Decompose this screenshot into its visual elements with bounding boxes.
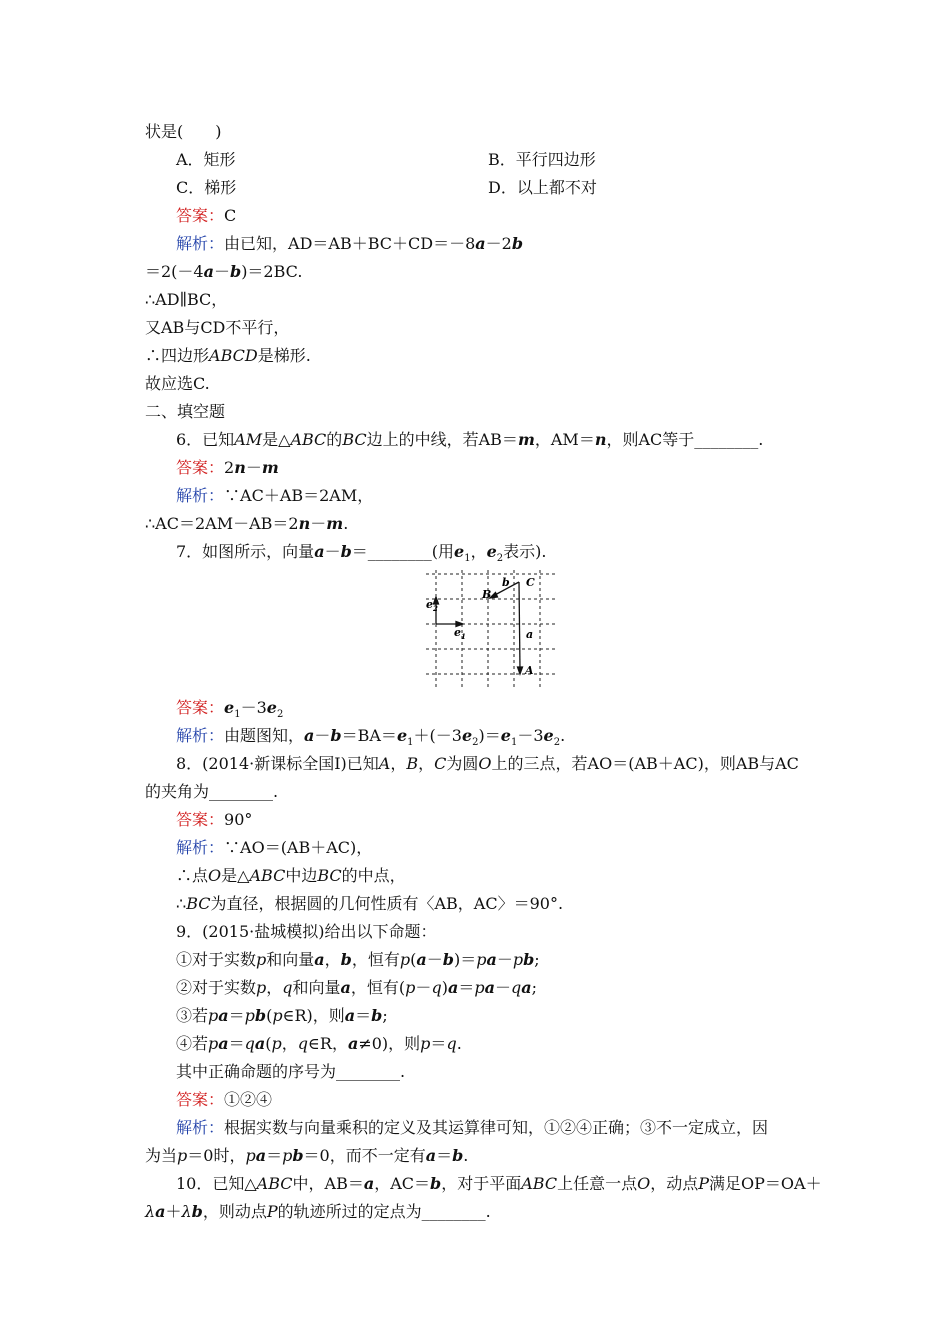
text-run: p (476, 950, 487, 969)
text-run: b (442, 950, 454, 969)
text-run: ③若 (176, 1006, 209, 1025)
text-run: ， (470, 542, 487, 561)
text-run: － (245, 458, 262, 477)
text-run: 2 (472, 737, 479, 749)
text-run: b (452, 1146, 464, 1165)
text-run: b (191, 1202, 203, 1221)
label-vector-e2: $e_2$ (426, 598, 438, 613)
analysis-label: 解析： (176, 838, 225, 857)
text-run: ; (531, 978, 537, 997)
text-run: － (426, 950, 443, 969)
vector-a (519, 582, 520, 670)
vector-grid-figure (424, 566, 560, 692)
text-run: a (218, 1034, 229, 1053)
text-run: a (447, 978, 459, 997)
text-run: ，AM＝ (534, 430, 595, 449)
text-run: － (324, 542, 341, 561)
text-run: 2 (553, 737, 561, 749)
vector-e2-arrowhead (434, 597, 439, 604)
text-run: a (218, 1006, 229, 1025)
text-line (145, 346, 311, 366)
label-point-b: B (482, 588, 492, 601)
text-run: － (415, 978, 432, 997)
text-run: b (430, 1174, 442, 1193)
text-run: 状是( ) (145, 122, 222, 141)
text-run: n (594, 430, 607, 449)
text-run: a (484, 978, 495, 997)
text-run: p (256, 978, 267, 997)
text-run: ＝BA＝ (341, 726, 397, 745)
text-run: ＝0时， (187, 1146, 246, 1165)
text-run: a (486, 950, 497, 969)
question-10 (176, 1174, 822, 1194)
text-run: C．梯形 (176, 178, 237, 197)
option-b (488, 150, 596, 170)
text-run: n (234, 458, 246, 477)
text-run: ∈R)，则 (282, 1006, 345, 1025)
text-run: a (475, 234, 486, 253)
text-run: 由已知，AD＝AB＋BC＋CD＝－8 (224, 234, 476, 253)
analysis-line (176, 486, 373, 506)
text-run: b (330, 726, 342, 745)
text-run: －3 (240, 698, 267, 717)
text-line (145, 1202, 491, 1222)
text-run: . (463, 1146, 469, 1165)
answer-line (176, 458, 279, 478)
text-run: ，动点 (650, 1174, 699, 1193)
text-run: b (371, 1006, 383, 1025)
text-run: －3 (517, 726, 544, 745)
answer-label: 答案： (176, 458, 225, 477)
text-run: a (521, 978, 532, 997)
text-run: b (511, 234, 524, 253)
analysis-line (176, 838, 372, 858)
text-run: a (254, 1034, 266, 1053)
text-run: 根据实数与向量乘积的定义及其运算律可知，①②④正确；③不一定成立，因 (224, 1118, 769, 1137)
text-run: a (314, 950, 325, 969)
label-vector-a: a (526, 628, 534, 641)
text-run: 的轨迹所过的定点为________. (277, 1202, 491, 1221)
text-run: ，则动点 (202, 1202, 267, 1221)
proposition-2 (176, 978, 537, 998)
text-run: 满足OP＝OA＋ (709, 1174, 822, 1193)
text-line (145, 1146, 468, 1166)
text-run: q (297, 1034, 309, 1053)
answer-line (176, 1090, 272, 1110)
question-6 (176, 430, 763, 450)
text-run: 2 (224, 458, 235, 477)
analysis-label: 解析： (176, 1118, 225, 1137)
text-run: ∵AC＋AB＝2AM， (224, 486, 374, 505)
vector-a-arrowhead (518, 667, 523, 674)
text-run: ∵AO＝(AB＋AC)， (224, 838, 373, 857)
text-run: 为直径，根据圆的几何性质有〈AB，AC〉＝90°. (210, 894, 564, 913)
text-run: p (474, 978, 485, 997)
text-run: 1 (407, 737, 414, 749)
text-run: ④若 (176, 1034, 209, 1053)
text-run: ＝0，而不一定有 (303, 1146, 426, 1165)
text-run: p (420, 1034, 431, 1053)
question-9 (176, 922, 436, 942)
text-run: 是△ (221, 866, 250, 885)
text-run: ＝________(用 (351, 542, 455, 561)
text-run: 7．如图所示，向量 (176, 542, 315, 561)
text-run: ，恒有( (350, 978, 406, 997)
text-run: a (203, 262, 214, 281)
text-run: B (406, 754, 419, 773)
option-c (176, 178, 236, 198)
text-run: 1 (464, 553, 471, 565)
text-run: 8．(2014·新课标全国Ⅰ)已知 (176, 754, 379, 773)
text-run: 9．(2015·盐城模拟)给出以下命题： (176, 922, 437, 941)
text-run: 90° (224, 810, 253, 829)
text-run: － (496, 950, 513, 969)
text-run: p (208, 1006, 219, 1025)
section-heading (145, 402, 225, 422)
text-run: AM (234, 430, 263, 449)
text-line (145, 262, 302, 282)
text-run: 为当 (145, 1146, 178, 1165)
text-run: ＝ (228, 1034, 245, 1053)
text-run: p (244, 1006, 255, 1025)
text-run: ＝ (430, 1034, 447, 1053)
text-run: )＝2BC. (241, 262, 303, 281)
text-run: q (282, 978, 293, 997)
text-run: e (454, 542, 465, 561)
text-run: ＋ (165, 1202, 182, 1221)
text-run: BC (342, 430, 367, 449)
text-run: ≠0)，则 (358, 1034, 421, 1053)
text-run: D．以上都不对 (488, 178, 597, 197)
analysis-label: 解析： (176, 486, 225, 505)
text-run: ， (281, 1034, 298, 1053)
text-run: p (256, 950, 267, 969)
text-run: ABC (290, 430, 327, 449)
text-run: 二、填空题 (145, 402, 226, 421)
text-line (176, 866, 406, 886)
text-run: ( (410, 950, 417, 969)
text-run: 6．已知 (176, 430, 235, 449)
text-run: 又AB与CD不平行， (145, 318, 290, 337)
answer-label: 答案： (176, 698, 225, 717)
text-run: B．平行四边形 (488, 150, 596, 169)
text-run: a (363, 1174, 375, 1193)
text-run: ABC (249, 866, 286, 885)
text-run: b (523, 950, 535, 969)
text-run: ( (265, 1034, 272, 1053)
text-run: 是梯形. (257, 346, 311, 365)
analysis-line (176, 726, 565, 753)
text-line (145, 290, 227, 310)
text-run: ∴AD∥BC， (145, 290, 228, 309)
option-a (176, 150, 236, 170)
proposition-4 (176, 1034, 462, 1054)
text-run: ( (266, 1006, 273, 1025)
text-run: ; (382, 1006, 388, 1025)
text-run: e (486, 542, 497, 561)
text-line (145, 374, 210, 394)
question-8 (176, 754, 799, 774)
label-vector-b: b (502, 576, 510, 589)
text-run: m (326, 514, 344, 533)
proposition-1 (176, 950, 540, 970)
text-run: a (155, 1202, 166, 1221)
grid-lines (426, 570, 558, 688)
text-run: q (244, 1034, 255, 1053)
text-line (145, 122, 222, 142)
text-run: A．矩形 (176, 150, 236, 169)
text-line (176, 894, 563, 914)
text-line (145, 514, 348, 534)
text-run: 表示). (503, 542, 547, 561)
text-run: － (494, 978, 511, 997)
text-run: 上任意一点 (557, 1174, 638, 1193)
text-run: ∴四边形 (145, 346, 210, 365)
text-run: ABC (256, 1174, 293, 1193)
text-run: 1 (510, 737, 518, 749)
text-run: ＝ (266, 1146, 283, 1165)
analysis-label: 解析： (176, 234, 225, 253)
text-run: ) (441, 978, 448, 997)
text-run: p (405, 978, 416, 997)
text-run: C (224, 206, 237, 225)
text-run: p (177, 1146, 188, 1165)
text-run: ＝ (355, 1006, 372, 1025)
label-point-a: A (525, 664, 534, 677)
text-run: ， (266, 978, 283, 997)
label-point-c: C (526, 576, 535, 589)
answer-label: 答案： (176, 1090, 225, 1109)
text-run: 中，AB＝ (292, 1174, 364, 1193)
proposition-3 (176, 1006, 388, 1026)
text-run: a (340, 978, 351, 997)
text-run: －2 (485, 234, 512, 253)
text-run: 由题图知， (224, 726, 305, 745)
text-run: 中边 (285, 866, 318, 885)
text-run: 和向量 (266, 950, 315, 969)
text-run: b (340, 950, 352, 969)
text-run: 上的三点，若AO＝(AB＋AC)，则AB与AC (491, 754, 799, 773)
text-run: ＝ (458, 978, 475, 997)
text-run: 边上的中线，若AB＝ (366, 430, 518, 449)
text-run: － (213, 262, 230, 281)
text-run: a (304, 726, 315, 745)
text-run: 2 (276, 709, 284, 721)
text-run: n (298, 514, 311, 533)
label-vector-e1: $e_1$ (454, 626, 466, 641)
analysis-label: 解析： (176, 726, 225, 745)
text-run: ， (390, 754, 407, 773)
text-run: e (543, 726, 554, 745)
text-run: 为圆 (446, 754, 479, 773)
text-line (176, 1062, 405, 1082)
text-run: e (500, 726, 511, 745)
text-run: p (271, 1034, 282, 1053)
text-run: ＝ (228, 1006, 245, 1025)
text-run: BC (186, 894, 211, 913)
text-run: ABC (521, 1174, 558, 1193)
analysis-line (176, 1118, 768, 1138)
text-run: q (431, 978, 442, 997)
answer-label: 答案： (176, 206, 225, 225)
text-run: p (272, 1006, 283, 1025)
text-run: p (208, 1034, 219, 1053)
grid-diagram (424, 566, 560, 692)
answer-line (176, 206, 236, 226)
text-run: ABCD (209, 346, 258, 365)
text-run: . (456, 1034, 462, 1053)
text-run: 和向量 (292, 978, 341, 997)
text-run: 故应选C. (145, 374, 210, 393)
answer-line (176, 698, 283, 725)
text-run: P (266, 1202, 278, 1221)
text-run: b (230, 262, 242, 281)
text-run: 的中点， (341, 866, 406, 885)
text-run: λ (181, 1202, 192, 1221)
text-run: b (254, 1006, 267, 1025)
text-run: p (282, 1146, 293, 1165)
text-run: O (637, 1174, 651, 1193)
text-run: . (343, 514, 349, 533)
text-run: ∈R， (308, 1034, 348, 1053)
text-run: a (344, 1006, 356, 1025)
text-run: ①对于实数 (176, 950, 257, 969)
answer-line (176, 810, 252, 830)
text-run: 是△ (262, 430, 291, 449)
text-run: . (560, 726, 566, 745)
text-run: a (347, 1034, 359, 1053)
text-run: ，恒有 (351, 950, 400, 969)
text-run: e (266, 698, 277, 717)
text-run: ∴AC＝2AM－AB＝2 (145, 514, 299, 533)
text-run: ②对于实数 (176, 978, 257, 997)
text-run: 2 (496, 553, 504, 565)
text-line (145, 782, 278, 802)
text-run: )＝ (478, 726, 501, 745)
text-run: a (425, 1146, 437, 1165)
text-run: a (416, 950, 427, 969)
text-run: q (510, 978, 522, 997)
text-run: ，AC＝ (374, 1174, 431, 1193)
text-run: e (461, 726, 473, 745)
text-run: － (314, 726, 331, 745)
text-run: 1 (234, 709, 241, 721)
text-run: ∴点 (176, 866, 209, 885)
text-line (145, 318, 289, 338)
text-run: － (310, 514, 327, 533)
text-run: q (446, 1034, 457, 1053)
text-run: a (314, 542, 325, 561)
text-run: ，则AC等于________. (606, 430, 764, 449)
text-run: e (396, 726, 408, 745)
text-run: P (698, 1174, 710, 1193)
text-run: ＋(－3 (413, 726, 462, 745)
text-run: ①②④ (224, 1090, 273, 1109)
text-run: p (245, 1146, 256, 1165)
text-run: O (208, 866, 222, 885)
text-run: ， (324, 950, 341, 969)
text-run: ， (418, 754, 435, 773)
text-run: m (261, 458, 279, 477)
text-run: m (517, 430, 535, 449)
text-run: e (224, 698, 235, 717)
text-run: p (512, 950, 524, 969)
text-run: )＝ (453, 950, 477, 969)
text-run: p (399, 950, 411, 969)
text-run: 的夹角为________. (145, 782, 279, 801)
text-run: 其中正确命题的序号为________. (176, 1062, 406, 1081)
text-run: C (434, 754, 447, 773)
text-run: A (378, 754, 391, 773)
text-run: ＝2(－4 (145, 262, 204, 281)
text-run: b (292, 1146, 304, 1165)
text-run: ; (534, 950, 540, 969)
analysis-line (176, 234, 523, 254)
text-run: BC (317, 866, 342, 885)
text-run: 的 (326, 430, 343, 449)
text-run: b (340, 542, 352, 561)
text-run: ∴ (176, 894, 187, 913)
text-run: ，对于平面 (441, 1174, 522, 1193)
answer-label: 答案： (176, 810, 225, 829)
text-run: 10．已知△ (176, 1174, 257, 1193)
text-run: a (255, 1146, 267, 1165)
text-run: O (478, 754, 492, 773)
option-d (488, 178, 597, 198)
text-run: λ (145, 1202, 156, 1221)
text-run: ＝ (436, 1146, 453, 1165)
